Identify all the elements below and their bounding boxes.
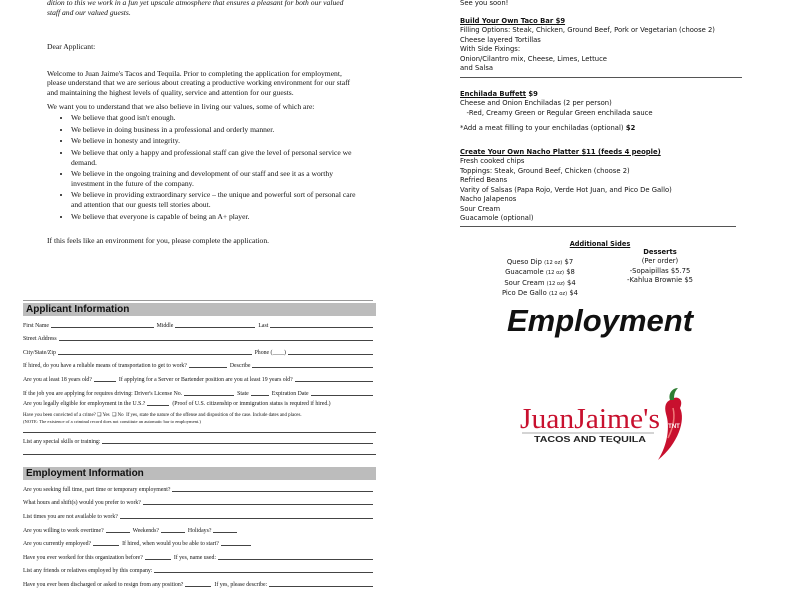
start-label: If hired, when would you be able to start? [122, 541, 219, 548]
logo-name: JuanJaime's [520, 403, 660, 435]
city-row [23, 343, 376, 357]
worked-before-label: Have you ever worked for this organization before? [23, 554, 143, 561]
middle-name-field[interactable] [175, 327, 255, 328]
name-used-field[interactable] [218, 559, 373, 560]
discharged-row [23, 575, 376, 589]
unavailable-field[interactable] [120, 518, 373, 519]
unavailable-row [23, 507, 376, 521]
unavailable-label: List times you are not available to work? [23, 513, 118, 520]
logo-badge: TNT [668, 424, 680, 430]
discharged-label: Have you ever been discharged or asked to resign from any position? [23, 581, 184, 588]
transport-label: If hired, do you have a reliable means of transportation to get to work? [23, 363, 187, 370]
menu-line: Nacho Jalapenos [460, 195, 517, 203]
relatives-field[interactable] [154, 572, 373, 573]
phone-field[interactable] [288, 354, 373, 355]
enchilada-title: Enchilada Buffett [460, 89, 527, 98]
city-label: City/State/Zip [23, 349, 56, 356]
menu-line: Sour Cream [460, 204, 501, 213]
cut-line [23, 296, 373, 301]
dessert-item: -Kahlua Brownie $5 [627, 276, 693, 285]
weekends-field[interactable] [161, 532, 185, 533]
menu-line: -Red, Creamy Green or Regular Green enchilada sauce [460, 108, 653, 117]
describe-label: Describe [229, 363, 251, 370]
worked-before-field[interactable] [145, 559, 171, 560]
nacho-title: Create Your Own Nacho Platter $11 (feeds 4 people) [460, 147, 661, 156]
start-field[interactable] [221, 545, 251, 546]
eligible-row [23, 398, 376, 408]
skills-row [23, 433, 376, 447]
holidays-field[interactable] [213, 532, 237, 533]
welcome-letter [47, 0, 357, 246]
expiration-label: Expiration Date [271, 390, 309, 397]
employment-type-row [23, 480, 376, 494]
skills-field[interactable] [102, 443, 373, 444]
application-form [23, 296, 376, 589]
value-item: • We believe in the ongoing training and development of our staff and see it as a worthy investment in the future of the company. [71, 169, 357, 188]
middle-name-label: Middle [156, 322, 174, 329]
menu-line: Fresh cooked chips [460, 157, 525, 165]
letter-closing: If this feels like an environment for you, please complete the application. [47, 236, 270, 246]
overtime-field[interactable] [106, 532, 130, 533]
enchilada-addon-price: $2 [623, 124, 636, 132]
values-list [47, 113, 357, 221]
employment-info-header: Employment Information [23, 467, 376, 480]
value-item: • We believe that everyone is capable of being an A+ player. [71, 212, 357, 222]
value-item: • We believe in providing extraordinary service – the unique and powerful sort of personal care and attention that our guests tell stories about. [71, 190, 357, 209]
street-row [23, 330, 376, 344]
enchilada-addon: *Add a meat filling to your enchiladas (optional) [460, 124, 624, 132]
applicant-info-header: Applicant Information [23, 303, 376, 316]
dessert-item: -Sopaipillas $5.75 [629, 266, 691, 275]
juan-jaimes-logo [518, 386, 693, 466]
menu-line: Filling Options: Steak, Chicken, Ground Beef, Pork or Vegetarian (choose 2) [460, 26, 715, 34]
first-name-field[interactable] [51, 327, 154, 328]
state-label: State [237, 390, 249, 397]
menu-line: and Salsa [460, 64, 494, 72]
menu-line: Guacamole (optional) [460, 214, 534, 222]
letter-salutation: Dear Applicant: [47, 42, 96, 52]
crime-row [23, 408, 376, 419]
letter-intro-fragment: dition to this we work in a fun yet upscale atmosphere that ensures a pleasant for both our valued staff and our valued guests. [47, 0, 344, 17]
side-item: Sour Cream (12 oz) $4 [504, 278, 576, 287]
age19-label: If applying for a Server or Bartender position are you at least 19 years old? [118, 376, 293, 383]
nacho-section [460, 148, 736, 227]
street-field[interactable] [59, 340, 373, 341]
taco-bar-title: Build Your Own Taco Bar $9 [460, 16, 566, 25]
crime-detail-field[interactable] [23, 424, 376, 433]
worked-before-row [23, 548, 376, 562]
license-field[interactable] [184, 395, 234, 396]
street-label: Street Address [23, 336, 57, 343]
logo-tagline: TACOS AND TEQUILA [534, 435, 647, 444]
dessert-item: (Per order) [641, 257, 679, 266]
side-item: Pico De Gallo (12 oz) $4 [501, 289, 579, 298]
value-item: • We believe that good isn't enough. [71, 113, 357, 123]
crime-label: Have you been convicted of a crime? [23, 412, 96, 418]
desserts-list [600, 248, 720, 300]
employed-label: Are you currently employed? [23, 541, 92, 548]
catering-menu [460, 0, 742, 227]
see-you-text: See you soon! [460, 0, 509, 7]
discharged-describe-label: If yes, please describe: [214, 581, 268, 588]
expiration-field[interactable] [311, 395, 373, 396]
value-item: • We believe that only a happy and professional staff can give the level of personal service we demand. [71, 148, 357, 167]
overtime-label: Are you willing to work overtime? [23, 527, 104, 534]
menu-line: Toppings: Steak, Ground Beef, Chicken (choose 2) [460, 166, 630, 175]
first-name-label: First Name [23, 322, 49, 329]
crime-note: (NOTE: The existence of a criminal record does not constitute an automatic bar to employment.) [23, 418, 201, 424]
employment-type-field[interactable] [172, 491, 373, 492]
transport-row [23, 357, 376, 371]
discharged-field[interactable] [185, 586, 211, 587]
menu-line: Refried Beans [460, 176, 508, 184]
additional-sides [480, 240, 720, 300]
crime-yes-checkbox[interactable]: ❑ Yes [97, 412, 110, 418]
sides-list [480, 258, 600, 300]
holidays-label: Holidays? [187, 527, 212, 534]
age18-label: Are you at least 18 years old? [23, 376, 92, 383]
employment-type-label: Are you seeking full time, part time or temporary employment? [23, 486, 171, 493]
phone-label: Phone [254, 349, 270, 356]
eligible-label: Are you legally eligible for employment in the U.S.? [23, 400, 146, 407]
city-field[interactable] [58, 354, 252, 355]
letter-values-intro: We want you to understand that we also believe in living our values, some of which are: [47, 101, 315, 111]
menu-line: With Side Fixings: [460, 45, 521, 53]
eligible-note: (Proof of U.S. citizenship or immigration status is required if hired.) [172, 400, 331, 407]
discharged-describe-field[interactable] [269, 586, 373, 587]
skills-field-extra[interactable] [23, 446, 376, 455]
last-name-field[interactable] [270, 327, 373, 328]
hours-field[interactable] [143, 504, 373, 505]
license-label: If the job you are applying for requires driving: Driver's License No. [23, 390, 183, 397]
describe-field[interactable] [252, 367, 373, 368]
employment-title: Employment [506, 303, 694, 338]
enchilada-price: $9 [526, 89, 538, 98]
skills-label: List any special skills or training: [23, 439, 101, 446]
value-item: • We believe in doing business in a professional and orderly manner. [71, 125, 357, 135]
hours-row [23, 494, 376, 508]
crime-no-checkbox[interactable]: ❑ No [112, 412, 124, 418]
hours-label: What hours and shift(s) would you prefer to work? [23, 500, 141, 507]
menu-line: Cheese layered Tortillas [460, 35, 541, 44]
menu-line: Cheese and Onion Enchiladas (2 per person) [460, 99, 612, 107]
letter-welcome-paragraph: Welcome to Juan Jaime's Tacos and Tequila. Prior to completing the application for employment, please understand that we are serious about creating a productive working environment for our staff and maintaining the highest levels of quality, service and attention for our guests. [47, 68, 351, 97]
side-item: Guacamole (12 oz) $8 [505, 268, 575, 277]
value-item: • We believe in honesty and integrity. [71, 136, 357, 146]
weekends-label: Weekends? [132, 527, 159, 534]
name-row [23, 316, 376, 330]
age-row [23, 370, 376, 384]
employed-field[interactable] [93, 545, 119, 546]
crime-detail-label: If yes, state the nature of the offense and disposition of the case. Include dates and places. [126, 412, 302, 418]
enchilada-section [460, 90, 742, 148]
age18-field[interactable] [94, 381, 116, 382]
desserts-title: Desserts [643, 248, 677, 256]
driving-row [23, 384, 376, 398]
relatives-row [23, 562, 376, 576]
name-used-label: If yes, name used: [173, 554, 216, 561]
age19-field[interactable] [295, 381, 373, 382]
employed-row [23, 535, 376, 549]
phone-area-code[interactable]: (____) [270, 349, 286, 356]
taco-bar-section [460, 17, 742, 78]
menu-line: Onion/Cilantro mix, Cheese, Limes, Lettuce [460, 54, 607, 63]
overtime-row [23, 521, 376, 535]
sides-title: Additional Sides [569, 240, 631, 248]
relatives-label: List any friends or relatives employed by this company: [23, 568, 153, 575]
last-name-label: Last [258, 322, 269, 329]
menu-line: Varity of Salsas (Papa Rojo, Verde Hot Juan, and Pico De Gallo) [460, 185, 672, 194]
transport-field[interactable] [189, 367, 227, 368]
state-field[interactable] [251, 395, 269, 396]
eligible-field[interactable] [147, 405, 169, 406]
side-item: Queso Dip (12 oz) $7 [506, 258, 574, 266]
